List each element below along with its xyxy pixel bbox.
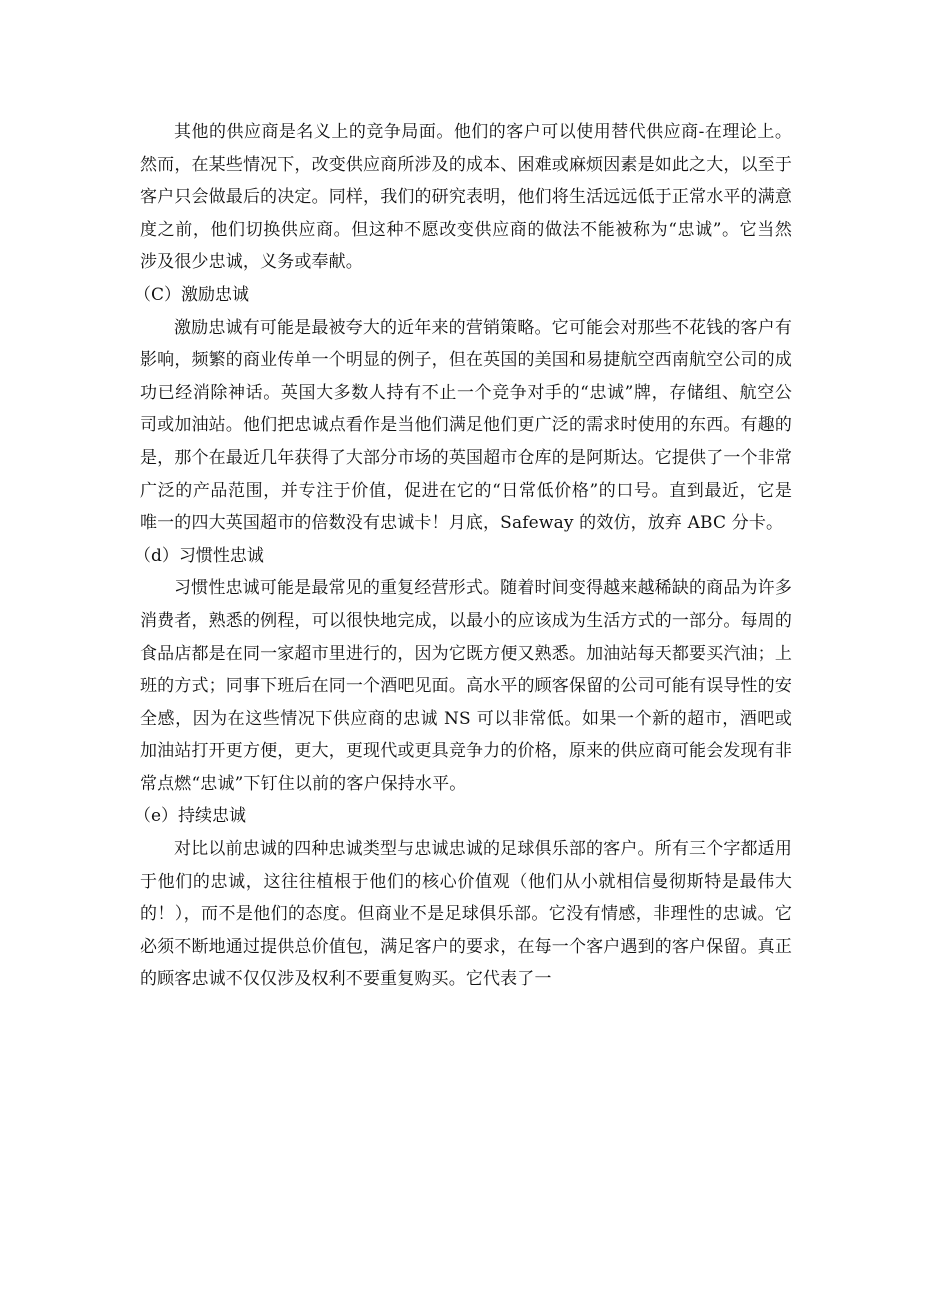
- paragraph-habitual-loyalty: 习惯性忠诚可能是最常见的重复经营形式。随着时间变得越来越稀缺的商品为许多消费者，熟悉的例程，可以很快地完成，以最小的应该成为生活方式的一部分。每周的食品店都是在同一家超市里进行的，因为它既方便又熟悉。加油站每天都要买汽油；上班的方式；同事下班后在同一个酒吧见面。高水平的顾客保留的公司可能有误导性的安全感，因为在这些情况下供应商的忠诚 NS 可以非常低。如果一个新的超市，酒吧或加油站打开更方便，更大，更现代或更具竞争力的价格，原来的供应商可能会发现有非常点燃“忠诚”下钉住以前的客户保持水平。: [140, 578, 792, 794]
- heading-incentive-loyalty: （C）激励忠诚: [134, 284, 250, 305]
- heading-habitual-loyalty: （d）习惯性忠诚: [134, 545, 264, 566]
- heading-sustained-loyalty: （e）持续忠诚: [134, 806, 247, 827]
- paragraph-incentive-loyalty: 激励忠诚有可能是最被夸大的近年来的营销策略。它可能会对那些不花钱的客户有影响，频繁的商业传单一个明显的例子，但在英国的美国和易捷航空西南航空公司的成功已经消除神话。英国大多数人持有不止一个竞争对手的“忠诚”牌，存储组、航空公司或加油站。他们把忠诚点看作是当他们满足他们更广泛的需求时使用的东西。有趣的是，那个在最近几年获得了大部分市场的英国超市仓库的是阿斯达。它提供了一个非常广泛的产品范围，并专注于价值，促进在它的“日常低价格”的口号。直到最近，它是唯一的四大英国超市的倍数没有忠诚卡！月底，Safeway 的效仿，放弃 ABC 分卡。: [140, 317, 792, 534]
- document-page: [134, 116, 792, 996]
- paragraph-supplier-competition: 其他的供应商是名义上的竞争局面。他们的客户可以使用替代供应商-在理论上。然而，在某些情况下，改变供应商所涉及的成本、困难或麻烦因素是如此之大，以至于客户只会做最后的决定。同样，我们的研究表明，他们将生活远远低于正常水平的满意度之前，他们切换供应商。但这种不愿改变供应商的做法不能被称为“忠诚”。它当然涉及很少忠诚，义务或奉献。: [140, 122, 792, 273]
- paragraph-sustained-loyalty: 对比以前忠诚的四种忠诚类型与忠诚忠诚的足球俱乐部的客户。所有三个字都适用于他们的忠诚，这往往植根于他们的核心价值观（他们从小就相信曼彻斯特是最伟大的！），而不是他们的态度。但商业不是足球俱乐部。它没有情感，非理性的忠诚。它必须不断地通过提供总价值包，满足客户的要求，在每一个客户遇到的客户保留。真正的顾客忠诚不仅仅涉及权利不要重复购买。它代表了一: [140, 839, 792, 990]
